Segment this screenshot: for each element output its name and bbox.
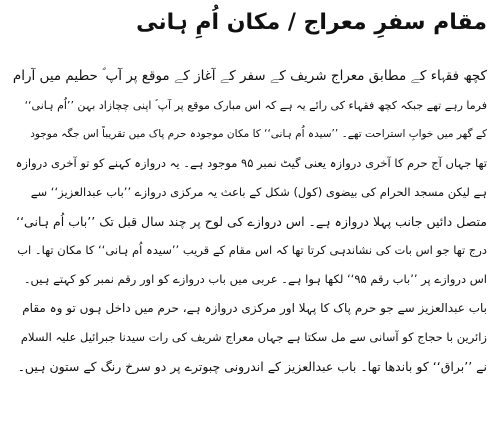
paragraph-line: اس دروازے پر ’’باب رقم ۹۵‘‘ لکھا ہوا ہے۔ عربی میں باب دروازے کو اور رقم نمبر کو کہتے ہیں۔ xyxy=(23,272,487,286)
paragraph-line: کچھ فقہاء کے مطابق معراج شریف کے سفر کے آغاز کے موقع پر آپ ؐ حطیم میں آرام xyxy=(13,68,487,84)
page-title: مقام سفرِ معراج / مکان اُمِ ہانی xyxy=(136,10,487,35)
article-body xyxy=(13,62,487,381)
paragraph-line: متصل دائیں جانب پہلا دروازہ ہے۔ اس دروازے کی لوح پر چند سال قبل تک ’’باب اُم ہانی‘‘ xyxy=(16,214,487,229)
paragraph-line: فرما رہے تھے جبکہ کچھ فقہاء کی رائے یہ ہے کہ اس مبارک موقع پر آپ ؐ اپنی چچازاد بہن ’’اُم ہانی‘‘ xyxy=(24,99,487,112)
paragraph-line: ہے لیکن مسجد الحرام کی بیضوی (کول) شکل کے باعث یہ مرکزی دروازے ’’باب عبدالعزیز‘‘ سے xyxy=(30,185,487,199)
paragraph-line: باب عبدالعزیز سے جو حرم پاک کا پہلا اور مرکزی دروازہ ہے، حرم میں داخل ہوں تو وہ مقام xyxy=(22,301,487,315)
paragraph-line: درج تھا جو اس بات کی نشاندہی کرتا تھا کہ اس مقام کے قریب ’’سیدہ اُم ہانی‘‘ کا مکان تھا۔ اب xyxy=(17,243,487,257)
paragraph-line: تھا جہاں آج حرم کا آخری دروازہ یعنی گیٹ نمبر ۹۵ موجود ہے۔ یہ دروازہ کہنے کو تو آخری دروازہ xyxy=(15,156,487,170)
paragraph-line: زائرین با حجاج کو آسانی سے مل سکتا ہے جہاں معراج شریف کی رات سیدنا جبرائیل علیہ السلام xyxy=(20,330,487,344)
paragraph-line: نے ’’براق‘‘ کو باندھا تھا۔ باب عبدالعزیز کے اندرونی چبوترے پر دو سرخ رنگ کے ستون ہیں۔ xyxy=(17,359,487,374)
paragraph-line: کے گھر میں خوابِ استراحت تھے۔ ’’سیدہ اُم ہانی‘‘ کا مکان موجودہ حرم پاک میں تقریباً اس جگہ موجود xyxy=(30,128,487,140)
